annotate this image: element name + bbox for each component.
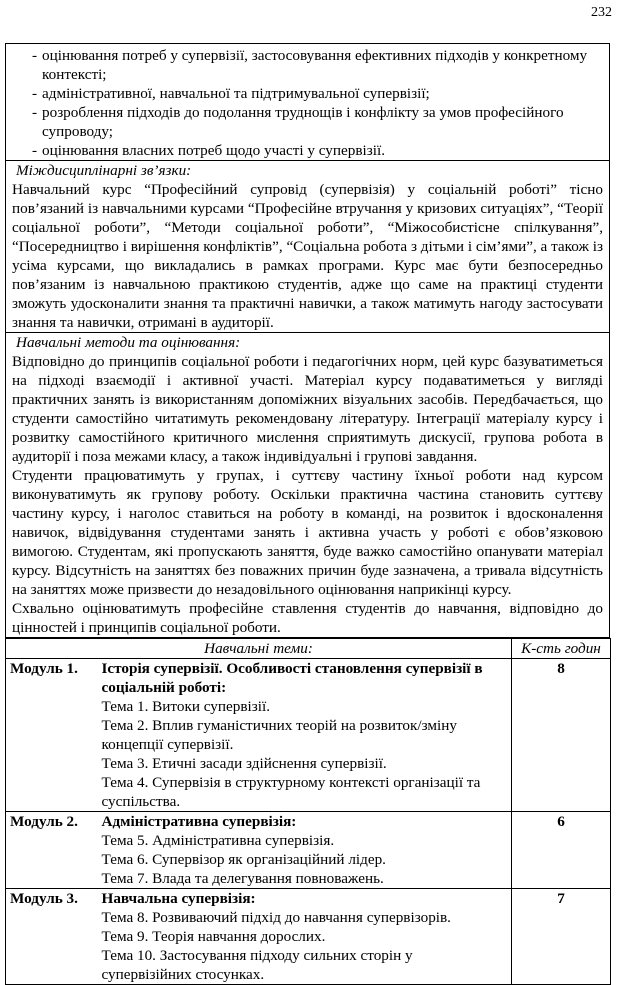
- interdisciplinary-section: [5, 161, 610, 333]
- module-hours: 6: [512, 812, 611, 889]
- module-topic: Тема 1. Витоки супервізії.: [101, 698, 270, 715]
- module-label: Модуль 2.: [6, 812, 102, 889]
- list-dash: -: [32, 142, 38, 159]
- syllabus-frame: [5, 43, 610, 985]
- module-topic: Тема 10. Застосування підходу сильних сторін у супервізійних стосунках.: [101, 947, 413, 983]
- module-topic: Тема 2. Вплив гуманістичних теорій на розвиток/зміну концепції супервізії.: [101, 717, 457, 753]
- module-title: Навчальна супервізія:: [101, 890, 256, 907]
- table-row: [6, 889, 611, 985]
- module-content: [102, 812, 512, 889]
- interdisciplinary-text: Навчальний курс “Професійний супровід (супервізія) у соціальній роботі” тісно пов’язаний із навчальними курсами “Професійне втручання у кризових ситуаціях”, “Теорії соціальної роботи”, “Методи соціальної роботи”, “Міжособистісне спілкування”, “Посередництво і вирішення конфліктів”, “Соціальна робота з дітьми і сім’ями”, а також із усіма курсами, що викладались в рамках програми. Курс має бути безпосередньо пов’язаним із навчальною практикою студентів, адже що саме на практиці студенти зможуть удосконалити знання та практичні навички, а також матимуть нагоду застосувати знання та навички, отримані в аудиторії.: [12, 181, 603, 331]
- list-item: [12, 84, 603, 103]
- methods-paragraph: Студенти працюватимуть у групах, і суттєву частину їхньої роботи над курсом виконуватимуть як групову роботу. Оскільки практична частина становить суттєву частину курсу, і наголос ставиться на роботу в команді, на розвиток і вдосконалення навичок, відвідування студентами занять і активна участь у роботі є обов’язковою вимогою. Студентам, які пропускають заняття, буде важко самостійно опанувати матеріал курсу. Відсутність на заняттях без поважних причин буде зазначена, а тривала відсутність на заняттях може призвести до незадовільного оцінювання наприкінці курсу.: [12, 467, 603, 598]
- module-label: Модуль 3.: [6, 889, 102, 985]
- list-dash: -: [32, 47, 38, 64]
- list-dash: -: [32, 85, 38, 102]
- methods-paragraph: Схвально оцінюватимуть професійне ставлення студентів до навчання, відповідно до цінностей і принципів соціальної роботи.: [12, 600, 603, 636]
- list-item-text: оцінювання власних потреб щодо участі у супервізії.: [42, 142, 385, 159]
- table-header-row: [6, 639, 611, 659]
- list-item-text: адміністративної, навчальної та підтримувальної супервізії;: [42, 85, 430, 102]
- list-item: [12, 103, 603, 141]
- list-item: [12, 46, 603, 84]
- interdisciplinary-heading: Міждисциплінарні зв’язки:: [16, 162, 192, 179]
- module-title: Історія супервізії. Особливості становлення супервізії в соціальній роботі:: [101, 660, 483, 696]
- module-hours: 8: [512, 659, 611, 812]
- module-topic: Тема 6. Супервізор як організаційний лідер.: [101, 851, 386, 868]
- list-item-text: оцінювання потреб у супервізії, застосовування ефективних підходів у конкретному контексті;: [42, 47, 588, 83]
- module-topic: Тема 7. Влада та делегування повноважень.: [101, 870, 384, 887]
- list-item: [12, 141, 603, 160]
- hours-column-header: К-сть годин: [512, 639, 611, 659]
- modules-table: [5, 638, 611, 985]
- module-content: [102, 659, 512, 812]
- objectives-list-section: [5, 43, 610, 161]
- methods-heading: Навчальні методи та оцінювання:: [16, 334, 241, 351]
- list-dash: -: [32, 104, 38, 121]
- module-title: Адміністративна супервізія:: [101, 813, 297, 830]
- methods-section: [5, 333, 610, 638]
- methods-paragraph: Відповідно до принципів соціальної роботи і педагогічних норм, цей курс базуватиметься на підході взаємодії і активної участі. Матеріал курсу подаватиметься у вигляді практичних занять із використанням допоміжних візуальних засобів. Передбачається, що студенти самостійно читатимуть рекомендовану літературу. Інтеграції матеріалу курсу і розвитку самостійного критичного мислення сприятимуть дискусії, групова робота в аудиторії і поза межами класу, а також індивідуальні і групові завдання.: [12, 353, 603, 465]
- module-content: [102, 889, 512, 985]
- table-row: [6, 659, 611, 812]
- module-topic: Тема 8. Розвиваючий підхід до навчання супервізорів.: [101, 909, 451, 926]
- module-label: Модуль 1.: [6, 659, 102, 812]
- module-topic: Тема 5. Адміністративна супервізія.: [101, 832, 335, 849]
- module-topic: Тема 4. Супервізія в структурному контексті організації та суспільства.: [101, 774, 481, 810]
- table-row: [6, 812, 611, 889]
- topics-column-header: Навчальні теми:: [6, 639, 512, 659]
- list-item-text: розроблення підходів до подолання труднощів і конфлікту за умов професійного супроводу;: [42, 104, 564, 140]
- module-topic: Тема 9. Теорія навчання дорослих.: [101, 928, 326, 945]
- page-number: 232: [591, 5, 612, 20]
- module-topic: Тема 3. Етичні засади здійснення супервізії.: [101, 755, 387, 772]
- module-hours: 7: [512, 889, 611, 985]
